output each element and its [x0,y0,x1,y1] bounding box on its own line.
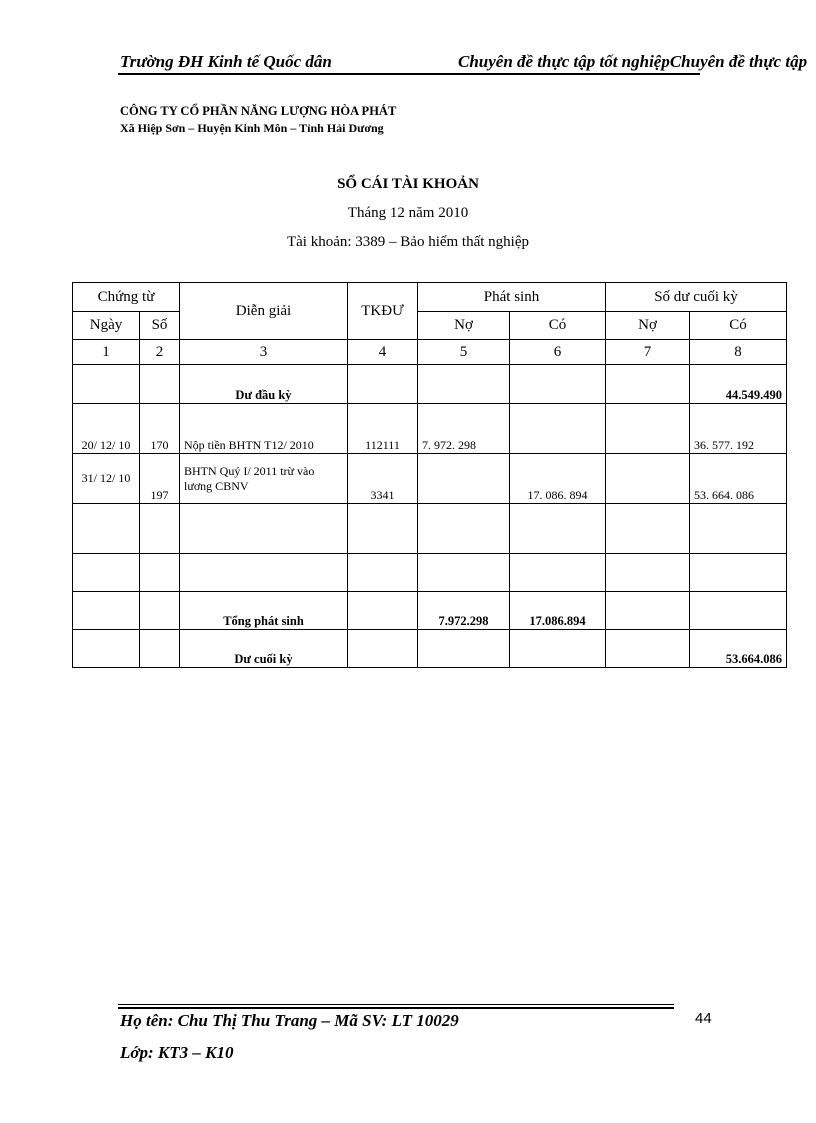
header-no-balance: Nợ [606,312,690,340]
column-number: 1 [73,340,140,365]
entry-account: 3341 [348,454,418,504]
entry-balance-credit: 53. 664. 086 [690,454,787,504]
column-number: 2 [140,340,180,365]
entry-account: 112111 [348,404,418,454]
empty-row [73,504,787,554]
closing-balance-row [73,630,787,668]
page-number: 44 [695,1010,712,1027]
header-tkdu: TKĐƯ [348,283,418,340]
entry-number: 197 [140,454,180,504]
header-co-balance: Có [690,312,787,340]
header-report-type: Chuyên đề thực tập tốt nghiệpChuyên đề thực tập [458,52,808,71]
empty-row [73,554,787,592]
header-no: Nợ [418,312,510,340]
opening-balance: 44.549.490 [690,365,787,404]
column-number: 8 [690,340,787,365]
header-school: Trường ĐH Kinh tế Quốc dân [120,52,332,71]
entry-debit: 7. 972. 298 [418,404,510,454]
entry-credit: 17. 086. 894 [510,454,606,504]
opening-label: Dư đầu kỳ [180,365,348,404]
entry-balance-debit [606,454,690,504]
opening-balance-row [73,365,787,404]
entry-credit [510,404,606,454]
closing-label: Dư cuối kỳ [180,630,348,668]
header-dien-giai: Diễn giải [180,283,348,340]
header-ngay: Ngày [73,312,140,340]
footer-student: Họ tên: Chu Thị Thu Trang – Mã SV: LT 10029 [120,1011,459,1030]
entry-description: BHTN Quý I/ 2011 trừ vào lương CBNV [180,454,348,504]
entry-date: 20/ 12/ 10 [73,404,140,454]
closing-balance: 53.664.086 [690,630,787,668]
ledger-table [72,282,787,668]
entry-balance-credit: 36. 577. 192 [690,404,787,454]
total-credit: 17.086.894 [510,592,606,630]
total-row [73,592,787,630]
total-debit: 7.972.298 [418,592,510,630]
document-account: Tài khoản: 3389 – Bảo hiểm thất nghiệp [286,234,530,250]
column-number: 5 [418,340,510,365]
company-name: CÔNG TY CỔ PHẦN NĂNG LƯỢNG HÒA PHÁT [120,104,397,118]
table-row [73,404,787,454]
entry-description: Nộp tiền BHTN T12/ 2010 [180,404,348,454]
entry-number: 170 [140,404,180,454]
header-rule [118,73,700,75]
column-number: 4 [348,340,418,365]
column-number: 7 [606,340,690,365]
table-row [73,454,787,504]
document-period: Tháng 12 năm 2010 [347,205,469,221]
document-title: SỔ CÁI TÀI KHOẢN [337,176,479,192]
column-number: 6 [510,340,606,365]
header-co: Có [510,312,606,340]
entry-debit [418,454,510,504]
column-number: 3 [180,340,348,365]
header-so-du: Số dư cuối kỳ [606,283,787,312]
footer-class: Lớp: KT3 – K10 [120,1043,234,1062]
entry-balance-debit [606,404,690,454]
header-row-1 [73,283,787,312]
header-phat-sinh: Phát sinh [418,283,606,312]
column-number-row [73,340,787,365]
total-label: Tổng phát sinh [180,592,348,630]
footer-rule [118,1007,674,1009]
header-so: Số [140,312,180,340]
entry-date: 31/ 12/ 10 [73,454,140,504]
header-chung-tu: Chứng từ [73,283,180,312]
company-address: Xã Hiệp Sơn – Huyện Kinh Môn – Tỉnh Hải Dương [120,121,384,135]
footer-rule [118,1004,674,1005]
